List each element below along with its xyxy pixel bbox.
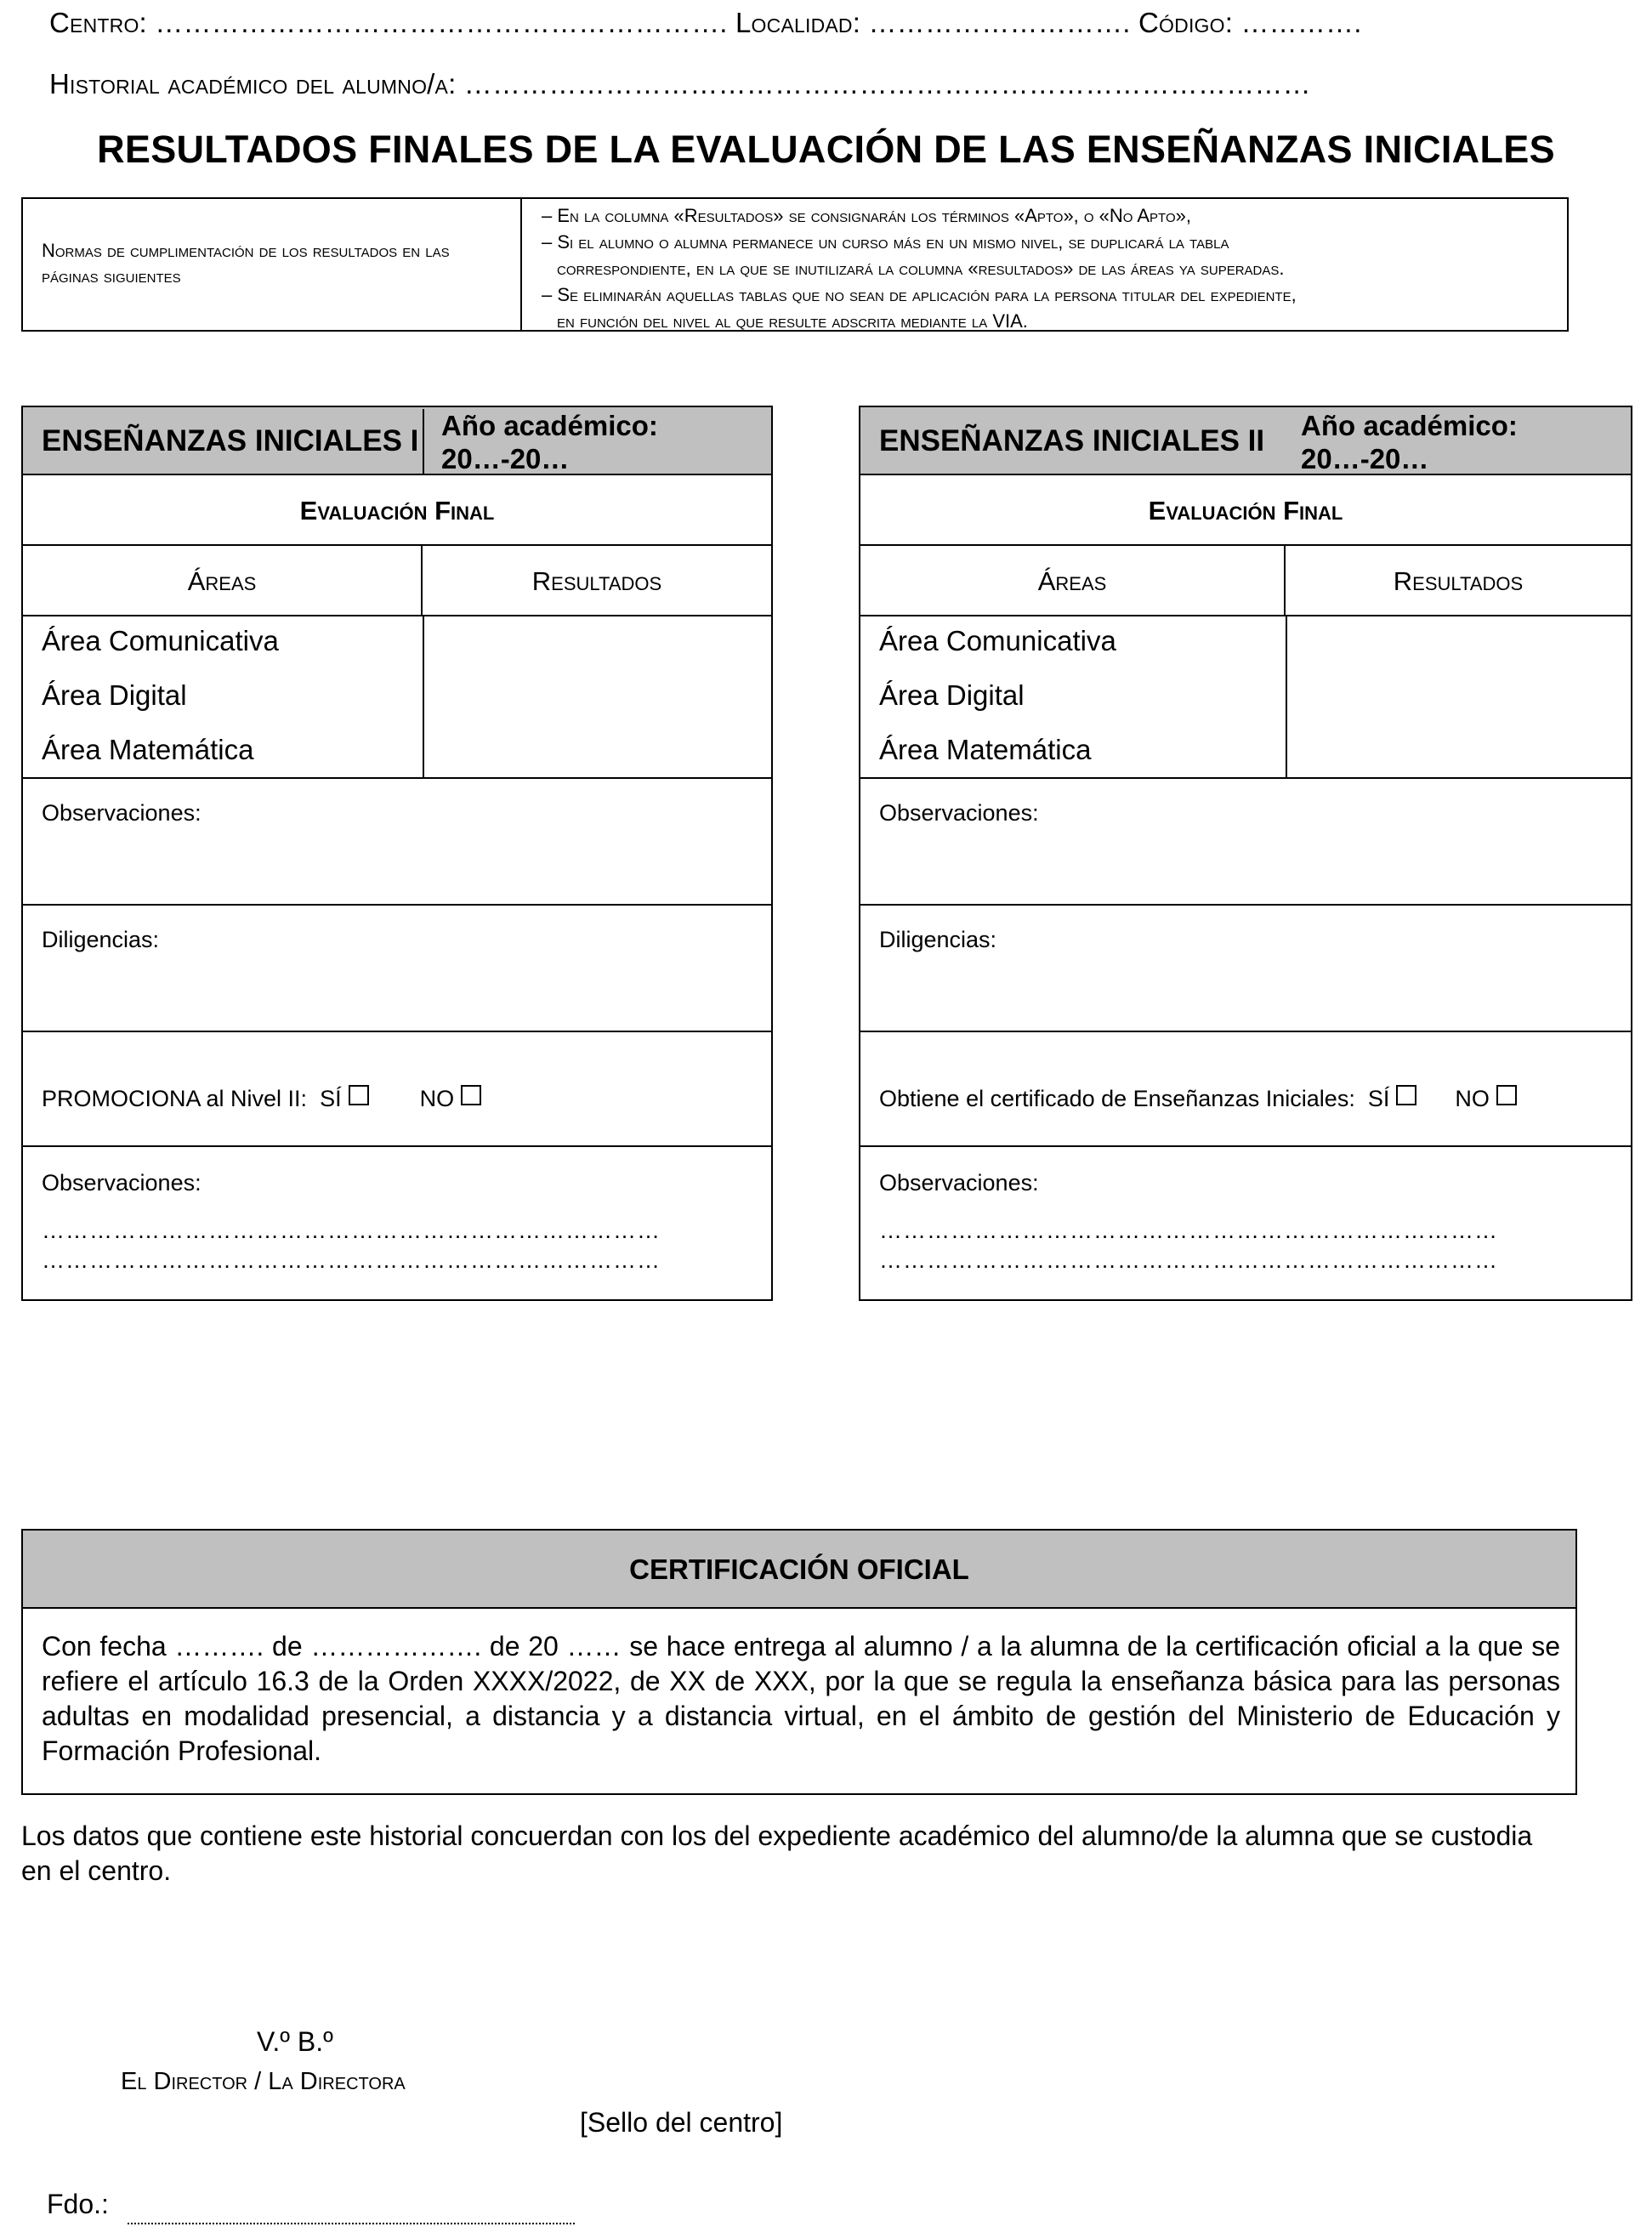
- observations-field[interactable]: [860, 779, 1631, 906]
- area-label: Área Comunicativa: [42, 625, 279, 656]
- no-checkbox[interactable]: [1496, 1085, 1517, 1105]
- academic-year-value[interactable]: 20…-20…: [441, 443, 570, 474]
- yes-checkbox[interactable]: [349, 1085, 369, 1105]
- certificate-line: [879, 1085, 1517, 1112]
- academic-year-label: Año académico:: [1301, 410, 1518, 441]
- area-label: Área Comunicativa: [879, 625, 1116, 656]
- panel-title: ENSEÑANZAS INICIALES II: [879, 424, 1265, 457]
- result-cell[interactable]: [1286, 616, 1632, 671]
- consistency-statement: Los datos que contiene este historial concuerdan con los del expediente académico del alumno/de la alumna que se custodia en el centro.: [21, 1821, 1533, 1886]
- area-label: Área Matemática: [42, 734, 254, 765]
- evaluation-heading: Evaluación Final: [860, 475, 1631, 546]
- signature-line[interactable]: [128, 2223, 575, 2224]
- rules-line: en función del nivel al que resulte adscrita mediante la VIA.: [557, 310, 1028, 332]
- area-row: [860, 616, 1631, 671]
- observations-label: Observaciones:: [879, 1170, 1039, 1196]
- student-history-line: Historial académico del alumno/a: ………………………………………………………………………………: [49, 68, 1311, 99]
- academic-year: [423, 409, 658, 474]
- rules-line: – En la columna «Resultados» se consignarán los términos «Apto», o «No Apto»,: [542, 205, 1191, 226]
- dotted-line: ……………………………………………………………………: [42, 1247, 661, 1273]
- center-locality-code-line: Centro: ……………………………………………………. Localidad: ………………………. Código: ………….: [49, 7, 1362, 38]
- observations-label: Observaciones:: [42, 800, 202, 826]
- observations-field[interactable]: [23, 779, 771, 906]
- rules-label-cell: [23, 199, 522, 330]
- certification-title: CERTIFICACIÓN OFICIAL: [23, 1531, 1575, 1609]
- col-results: Resultados: [531, 566, 662, 596]
- columns-header: [23, 546, 771, 616]
- area-row: [23, 671, 771, 725]
- yes-label: SÍ: [1367, 1086, 1390, 1111]
- dotted-line: ……………………………………………………………………: [879, 1218, 1498, 1243]
- academic-year-value[interactable]: 20…-20…: [1301, 443, 1429, 474]
- observations-field-2[interactable]: [23, 1147, 771, 1303]
- approval-mark: V.º B.º: [257, 2026, 333, 2057]
- rules-line: correspondiente, en la que se inutilizará la columna «resultados» de las áreas ya superadas.: [557, 258, 1285, 279]
- academic-year: [1284, 409, 1518, 474]
- result-cell[interactable]: [1286, 725, 1632, 777]
- col-results: Resultados: [1393, 566, 1524, 596]
- diligences-field[interactable]: [860, 906, 1631, 1032]
- panel-header: [23, 407, 771, 475]
- yes-checkbox[interactable]: [1396, 1085, 1416, 1105]
- area-label: Área Digital: [879, 679, 1025, 711]
- result-cell[interactable]: [423, 616, 773, 671]
- promotion-row: [23, 1032, 771, 1147]
- area-row: [23, 616, 771, 671]
- panel-level-1: [21, 406, 773, 1301]
- dotted-line: ……………………………………………………………………: [879, 1247, 1498, 1273]
- rules-label: Normas de cumplimentación de los resultados en las páginas siguientes: [42, 240, 450, 287]
- observations-label: Observaciones:: [879, 800, 1039, 826]
- col-areas: Áreas: [23, 546, 423, 615]
- diligences-label: Diligencias:: [42, 927, 160, 952]
- director-title: El Director / La Directora: [121, 2068, 406, 2095]
- area-row: [23, 725, 771, 779]
- promotion-line: [42, 1085, 481, 1112]
- area-row: [860, 671, 1631, 725]
- yes-label: SÍ: [320, 1086, 342, 1111]
- result-cell[interactable]: [423, 725, 773, 777]
- diligences-label: Diligencias:: [879, 927, 997, 952]
- certificate-row: [860, 1032, 1631, 1147]
- no-label: NO: [419, 1086, 455, 1111]
- diligences-field[interactable]: [23, 906, 771, 1032]
- panel-header: [860, 407, 1631, 475]
- observations-label: Observaciones:: [42, 1170, 202, 1196]
- school-seal-placeholder: [Sello del centro]: [580, 2107, 783, 2138]
- certification-text: Con fecha ………. de ………………. de 20 …… se hace entrega al alumno / a la alumna de la certificación oficial a la que se refiere el artículo 16.3 de la Orden XXXX/2022, de XX de XXX, por la que se regula la enseñanza básica para las personas adultas en modalidad presencial, a distancia y a distancia virtual, en el ámbito de gestión del Ministerio de Educación y Formación Profesional.: [42, 1631, 1560, 1766]
- rules-line: – Se eliminarán aquellas tablas que no sean de aplicación para la persona titular del expediente,: [542, 284, 1297, 305]
- official-certification-box: [21, 1529, 1577, 1795]
- area-label: Área Digital: [42, 679, 187, 711]
- observations-field-2[interactable]: [860, 1147, 1631, 1303]
- area-label: Área Matemática: [879, 734, 1092, 765]
- result-cell[interactable]: [1286, 671, 1632, 725]
- result-cell[interactable]: [423, 671, 773, 725]
- evaluation-heading: Evaluación Final: [23, 475, 771, 546]
- academic-year-label: Año académico:: [441, 410, 658, 441]
- signed-label: Fdo.:: [47, 2189, 109, 2219]
- promotion-label: PROMOCIONA al Nivel II:: [42, 1086, 308, 1111]
- rules-list: [542, 202, 1297, 334]
- columns-header: [860, 546, 1631, 616]
- dotted-line: ……………………………………………………………………: [42, 1218, 661, 1243]
- rules-line: – Si el alumno o alumna permanece un curso más en un mismo nivel, se duplicará la tabla: [542, 231, 1229, 253]
- panel-level-2: [859, 406, 1632, 1301]
- rules-box: [21, 197, 1569, 332]
- area-row: [860, 725, 1631, 779]
- no-checkbox[interactable]: [461, 1085, 481, 1105]
- certificate-label: Obtiene el certificado de Enseñanzas Iniciales:: [879, 1086, 1355, 1111]
- page-title: RESULTADOS FINALES DE LA EVALUACIÓN DE LAS ENSEÑANZAS INICIALES: [97, 128, 1555, 171]
- col-areas: Áreas: [860, 546, 1286, 615]
- no-label: NO: [1455, 1086, 1490, 1111]
- panel-title: ENSEÑANZAS INICIALES I: [42, 424, 419, 457]
